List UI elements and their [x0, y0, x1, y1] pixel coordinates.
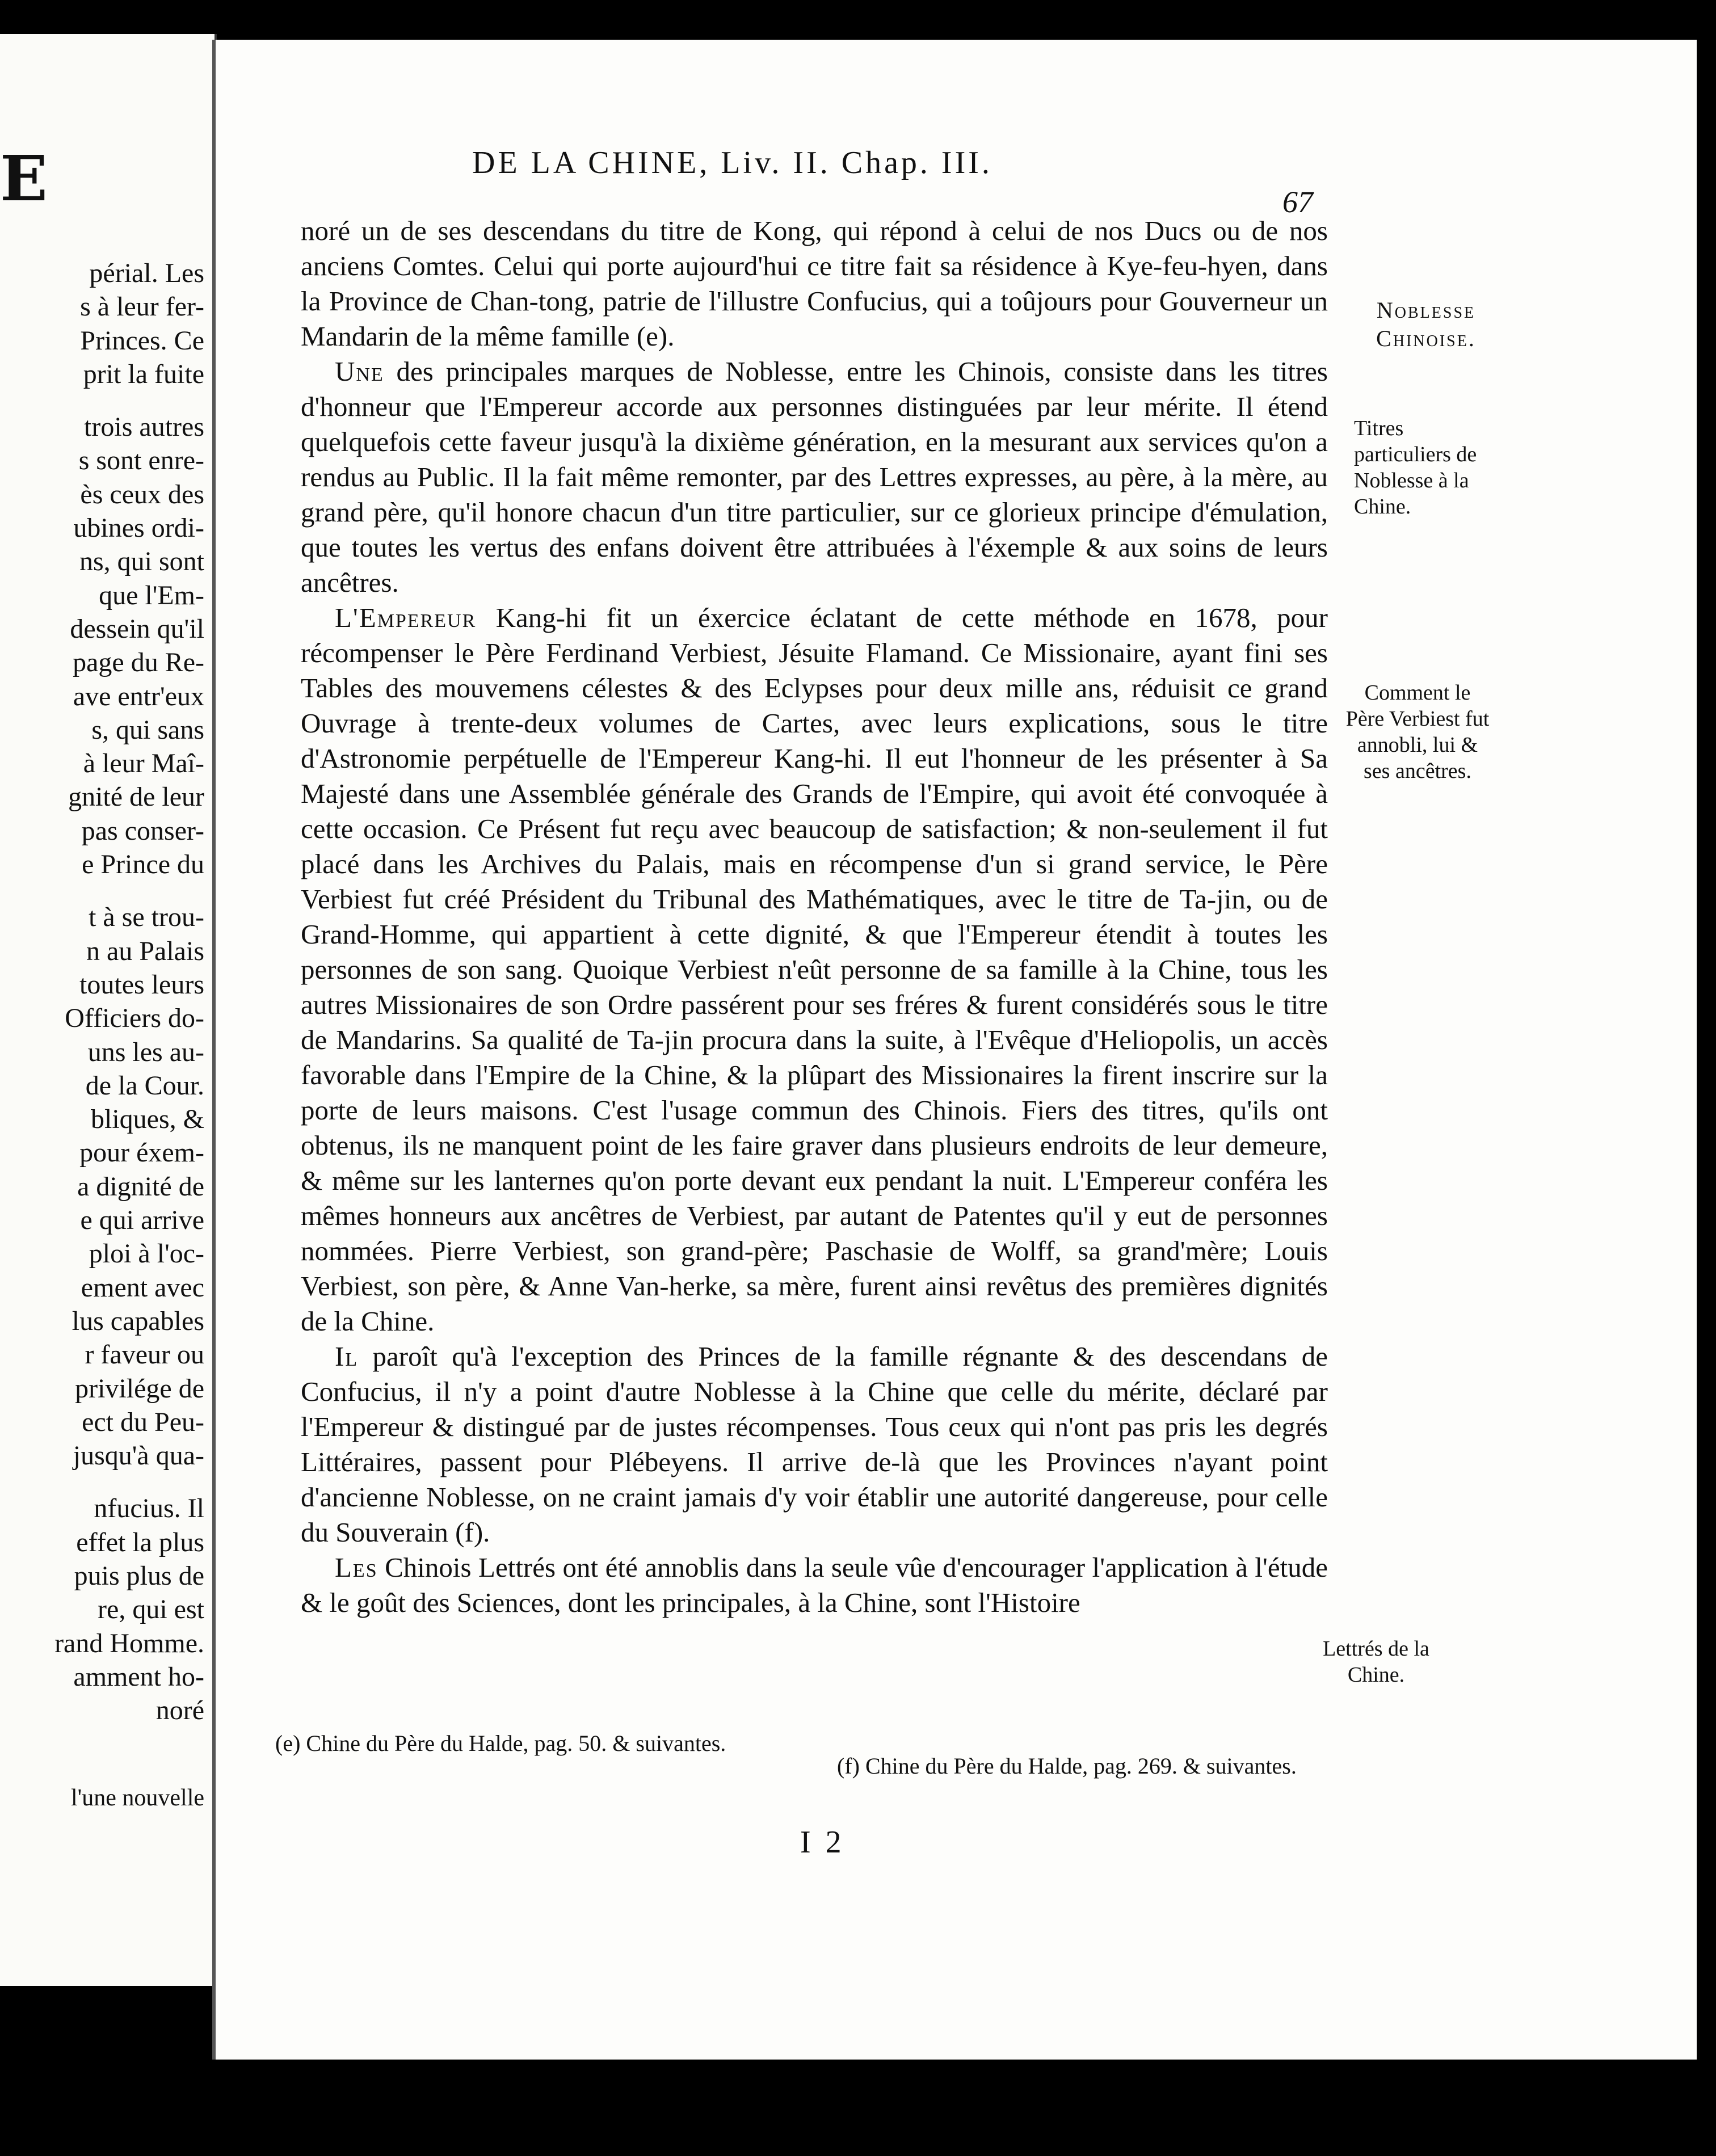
left-page-text-column [0, 256, 204, 1727]
left-page-line: amment ho- [73, 1661, 204, 1692]
paragraph-lead-word: L'Empereur [335, 602, 477, 633]
left-page-initial: E [0, 142, 48, 215]
left-page-line: pas conser- [81, 815, 204, 846]
body-paragraph [301, 1339, 1328, 1550]
left-page-line: bliques, & [91, 1104, 204, 1135]
paragraph-lead-word: Les [335, 1552, 378, 1583]
left-page-line: e Prince du [82, 849, 204, 880]
body-paragraph [301, 600, 1328, 1339]
paragraph-text: Kang-hi fit un éxercice éclatant de cette méthode en 1678, pour récompenser le Père Ferdinand Verbiest, Jésuite Flamand. Ce Missionaire, ayant fini ses Tables des mouvemens célestes & des Eclypses pour deux mille ans, réduisit ce grand Ouvrage à trente-deux volumes de Cartes, avec leurs explications, sous le titre d'Astronomie perpétuelle de l'Empereur Kang-hi. Il eut l'honneur de les présenter à Sa Majesté dans une Assemblée générale des Grands de l'Empire, qui avoit été convoquée à cette occasion. Ce Présent fut reçu avec beaucoup de satisfaction; & non-seulement il fut placé dans les Archives du Palais, mais en récompense d'un si grand service, le Père Verbiest fut créé Président du Tribunal des Mathématiques, avec le titre de Ta-jin, ou de Grand-Homme, qui appartient à cette dignité, & que l'Empereur étendit à toutes les personnes de son sang. Quoique Verbiest n'eût personne de sa famille à la Chine, tous les autres Missionaires de son Ordre passérent pour ses fréres & furent considérés sous le titre de Mandarins. Sa qualité de Ta-jin procura dans la suite, à l'Evêque d'Heliopolis, un accès favorable dans l'Empire de la Chine, & la plûpart des Missionaires la firent inscrire sur la porte de leurs maisons. C'est l'usage commun des Chinois. Fiers des titres, qu'ils ont obtenus, ils ne manquent point de les faire graver dans plusieurs endroits de leur demeure, & même sur les lanternes qu'on porte devant eux pendant la nuit. L'Empereur conféra les mêmes honneurs aux ancêtres de Verbiest, par autant de Patentes qu'il y eut de personnes nommées. Pierre Verbiest, son grand-père; Paschasie de Wolff, sa grand'mère; Louis Verbiest, son père, & Anne Van-herke, sa mère, furent ainsi revêtus des premières dignités de la Chine. [301, 602, 1328, 1337]
left-page-line: rand Homme. [54, 1628, 204, 1658]
left-page-line: ubines ordi- [73, 513, 204, 544]
left-page-line: prit la fuite [83, 359, 204, 389]
footnote-f: (f) Chine du Père du Halde, pag. 269. & suivantes. [837, 1753, 1297, 1779]
left-page-line: s sont enre- [78, 445, 204, 476]
page-number: 67 [1282, 185, 1313, 219]
left-page-line: puis plus de [74, 1560, 204, 1591]
left-page-line: jusqu'à qua- [73, 1441, 204, 1471]
body-paragraph [301, 213, 1328, 354]
left-page-line: dessein qu'il [70, 613, 204, 644]
left-page-footer: l'une nouvelle [71, 1785, 204, 1811]
left-page-line: périal. Les [89, 258, 204, 288]
body-text [301, 213, 1328, 1620]
left-page-line: page du Re- [73, 647, 204, 678]
left-page-line: Officiers do- [65, 1003, 204, 1034]
left-page-line: e qui arrive [80, 1205, 204, 1236]
left-page-line: ement avec [81, 1272, 204, 1303]
margin-note-noblesse: Noblesse Chinoise. [1376, 297, 1476, 351]
paragraph-text: noré un de ses descendans du titre de Kong, qui répond à celui de nos Ducs ou de nos anciens Comtes. Celui qui porte aujourd'hui ce titre fait sa résidence à Kye-feu-hyen, dans la Province de Chan-tong, patrie de l'illustre Confucius, qui a toûjours pour Gouverneur un Mandarin de la même famille (e). [301, 215, 1328, 352]
paragraph-lead-word: Une [335, 356, 384, 387]
left-page-line: r faveur ou [85, 1340, 204, 1370]
margin-note-lettres: Lettrés de la Chine. [1323, 1637, 1429, 1687]
left-page-line: n au Palais [86, 936, 204, 966]
signature-mark: I 2 [800, 1825, 845, 1860]
left-page-line: à leur Maî- [83, 748, 204, 779]
left-page-line: nfucius. Il [94, 1493, 204, 1524]
left-page-line: noré [155, 1695, 204, 1726]
left-page-line: ave entr'eux [73, 681, 204, 711]
right-page [216, 40, 1697, 2060]
left-page-line: a dignité de [77, 1171, 204, 1202]
left-page-line: toutes leurs [79, 969, 204, 1000]
left-page-line: trois autres [84, 412, 204, 443]
body-paragraph [301, 1550, 1328, 1620]
left-page-line: ès ceux des [80, 479, 204, 509]
left-page-line: effet la plus [76, 1527, 204, 1557]
paragraph-text: Chinois Lettrés ont été annoblis dans la seule vûe d'encourager l'application à l'étude & le goût des Sciences, dont les principales, à la Chine, sont l'Histoire [301, 1552, 1328, 1618]
left-page-line: privilége de [75, 1373, 204, 1404]
left-page-line: re, qui est [98, 1594, 204, 1625]
left-page-line: t à se trou- [89, 902, 204, 933]
paragraph-text: des principales marques de Noblesse, entre les Chinois, consiste dans les titres d'honneur que l'Empereur accorde aux personnes distinguées par leur mérite. Il étend quelquefois cette faveur jusqu'à la dixième génération, en la mesurant aux services qu'on a rendus au Public. Il la fait même remonter, par des Lettres expresses, au père, à la mère, au grand père, qu'il honore chacun d'un titre particulier, sur ce glorieux principe d'émulation, que toutes les vertus des enfans doivent être attribuées à l'éxemple & aux soins de leurs ancêtres. [301, 356, 1328, 598]
left-page-line: ect du Peu- [82, 1407, 204, 1437]
left-page-line: que l'Em- [99, 580, 204, 610]
margin-note-verbiest: Comment le Père Verbiest fut annobli, lui & ses ancêtres. [1345, 681, 1490, 783]
left-page-line: pour éxem- [79, 1138, 204, 1168]
left-facing-page [0, 34, 217, 1986]
running-head: DE LA CHINE, Liv. II. Chap. III. [472, 145, 992, 180]
paragraph-text: paroît qu'à l'exception des Princes de la famille régnante & des descendans de Confucius, il n'y a point d'autre Noblesse à la Chine que celle du mérite, déclaré par l'Empereur & distingué par de justes récompenses. Tous ceux qui n'ont pas pris les degrés Littéraires, passent pour Plébeyens. Il arrive de-là que les Provinces n'ayant point d'ancienne Noblesse, on ne craint jamais d'y voir établir une autorité dangereuse, pour celle du Souverain (f). [301, 1341, 1328, 1548]
left-page-line: ploi à l'oc- [89, 1239, 204, 1269]
margin-note-titres: Titres particuliers de Noblesse à la Chine. [1354, 416, 1477, 519]
left-page-line: s à leur fer- [80, 292, 204, 322]
left-page-line: gnité de leur [68, 782, 204, 812]
left-page-line: de la Cour. [85, 1070, 204, 1101]
footnote-e: (e) Chine du Père du Halde, pag. 50. & suivantes. [275, 1730, 726, 1756]
left-page-line: lus capables [72, 1306, 204, 1336]
paragraph-lead-word: Il [335, 1341, 359, 1372]
left-page-line: Princes. Ce [80, 325, 204, 356]
left-page-line: uns les au- [87, 1037, 204, 1067]
body-paragraph [301, 354, 1328, 600]
left-page-line: ns, qui sont [79, 546, 204, 577]
left-page-line: s, qui sans [91, 714, 204, 745]
